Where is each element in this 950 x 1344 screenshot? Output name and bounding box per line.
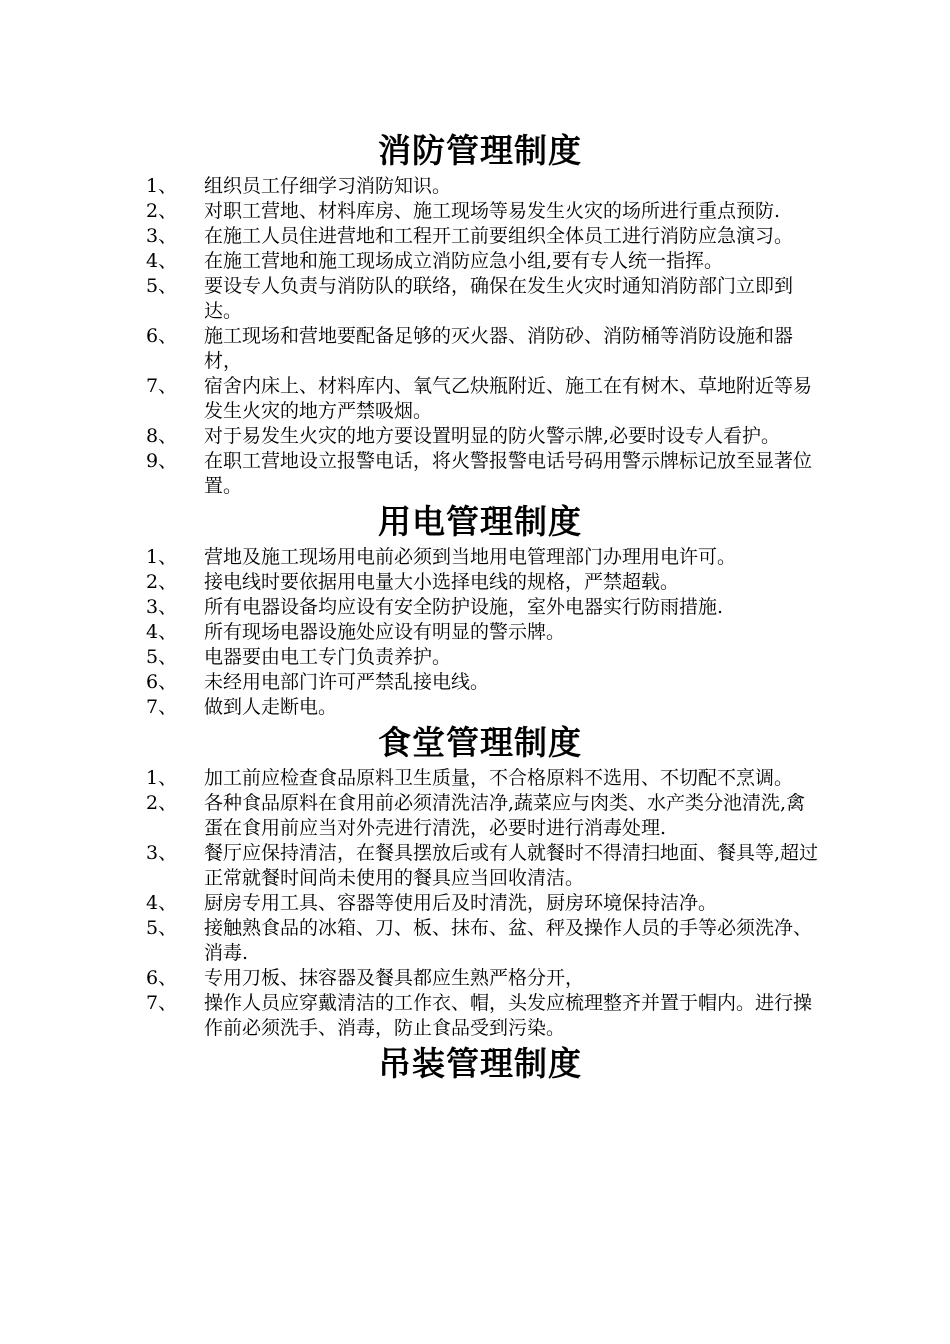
item-text: 在施工人员住进营地和工程开工前要组织全体员工进行消防应急演习。 [204, 225, 794, 247]
list-item [140, 449, 820, 499]
list-item [140, 916, 820, 966]
item-text: 宿舍内床上、材料库内、氧气乙炔瓶附近、施工在有树木、草地附近等易发生火灾的地方严禁吸烟。 [204, 375, 813, 422]
item-number: 6、 [146, 967, 178, 989]
item-number: 4、 [146, 621, 178, 643]
list-item [140, 891, 820, 916]
list-item [140, 424, 820, 449]
item-number: 7、 [146, 696, 178, 718]
item-number: 2、 [146, 792, 178, 814]
item-text: 施工现场和营地要配备足够的灭火器、消防砂、消防桶等消防设施和器材， [204, 325, 794, 372]
item-text: 接电线时要依据用电量大小选择电线的规格，严禁超载。 [204, 571, 680, 593]
list-item [140, 570, 820, 595]
item-text: 对职工营地、材料库房、施工现场等易发生火灾的场所进行重点预防. [204, 200, 781, 222]
list-item [140, 374, 820, 424]
item-text: 接触熟食品的冰箱、刀、板、抹布、盆、秤及操作人员的手等必须洗净、消毒. [204, 917, 813, 964]
item-text: 厨房专用工具、容器等使用后及时清洗，厨房环境保持洁净。 [204, 892, 718, 914]
section-electricity-management [140, 499, 820, 720]
item-number: 5、 [146, 275, 178, 297]
item-number: 1、 [146, 546, 178, 568]
item-text: 电器要由电工专门负责养护。 [204, 646, 452, 668]
item-text: 在职工营地设立报警电话，将火警报警电话号码用警示牌标记放至显著位置。 [204, 450, 813, 497]
section-title: 用电管理制度 [378, 502, 582, 541]
list-item [140, 620, 820, 645]
item-text: 加工前应检查食品原料卫生质量，不合格原料不选用、不切配不烹调。 [204, 767, 794, 789]
item-text: 在施工营地和施工现场成立消防应急小组,要有专人统一指挥。 [204, 250, 724, 272]
item-number: 1、 [146, 175, 178, 197]
list-item [140, 199, 820, 224]
item-text: 所有电器设备均应设有安全防护设施，室外电器实行防雨措施. [204, 596, 724, 618]
item-number: 2、 [146, 571, 178, 593]
list-item [140, 274, 820, 324]
item-number: 3、 [146, 225, 178, 247]
item-number: 7、 [146, 375, 178, 397]
document-content [140, 128, 820, 1087]
item-text: 营地及施工现场用电前必须到当地用电管理部门办理用电许可。 [204, 546, 737, 568]
item-number: 5、 [146, 646, 178, 668]
item-number: 2、 [146, 200, 178, 222]
item-number: 1、 [146, 767, 178, 789]
list-item [140, 766, 820, 791]
list-item [140, 966, 820, 991]
item-text: 未经用电部门许可严禁乱接电线。 [204, 671, 490, 693]
item-number: 4、 [146, 892, 178, 914]
list-item [140, 791, 820, 841]
list-item [140, 991, 820, 1041]
list-item [140, 249, 820, 274]
list-item [140, 670, 820, 695]
section-fire-management [140, 128, 820, 499]
item-number: 6、 [146, 325, 178, 347]
list-item [140, 841, 820, 891]
item-number: 3、 [146, 842, 178, 864]
item-text: 对于易发生火灾的地方要设置明显的防火警示牌,必要时设专人看护。 [204, 425, 781, 447]
item-text: 操作人员应穿戴清洁的工作衣、帽，头发应梳理整齐并置于帽内。进行操作前必须洗手、消毒，防止食品受到污染。 [204, 992, 813, 1039]
section-lifting-management [140, 1041, 820, 1087]
item-number: 8、 [146, 425, 178, 447]
item-text: 餐厅应保持清洁，在餐具摆放后或有人就餐时不得清扫地面、餐具等,超过正常就餐时间尚未使用的餐具应当回收清洁。 [204, 842, 819, 889]
list-item [140, 224, 820, 249]
section-title: 吊装管理制度 [378, 1044, 582, 1083]
list-item [140, 695, 820, 720]
list-item [140, 645, 820, 670]
section-title: 食堂管理制度 [378, 723, 582, 762]
item-number: 5、 [146, 917, 178, 939]
item-text: 做到人走断电。 [204, 696, 338, 718]
list-item [140, 545, 820, 570]
item-text: 要设专人负责与消防队的联络，确保在发生火灾时通知消防部门立即到达。 [204, 275, 794, 322]
list-item [140, 595, 820, 620]
section-title: 消防管理制度 [378, 131, 582, 170]
section-canteen-management [140, 720, 820, 1041]
item-number: 6、 [146, 671, 178, 693]
item-text: 专用刀板、抹容器及餐具都应生熟严格分开， [204, 967, 585, 989]
item-text: 所有现场电器设施处应设有明显的警示牌。 [204, 621, 566, 643]
item-number: 3、 [146, 596, 178, 618]
item-text: 各种食品原料在食用前必须清洗洁净,蔬菜应与肉类、水产类分池清洗,禽蛋在食用前应当对外壳进行清洗，必要时进行消毒处理. [204, 792, 806, 839]
item-text: 组织员工仔细学习消防知识。 [204, 175, 452, 197]
list-item [140, 324, 820, 374]
list-item [140, 174, 820, 199]
item-number: 7、 [146, 992, 178, 1014]
item-number: 4、 [146, 250, 178, 272]
item-number: 9、 [146, 450, 178, 472]
